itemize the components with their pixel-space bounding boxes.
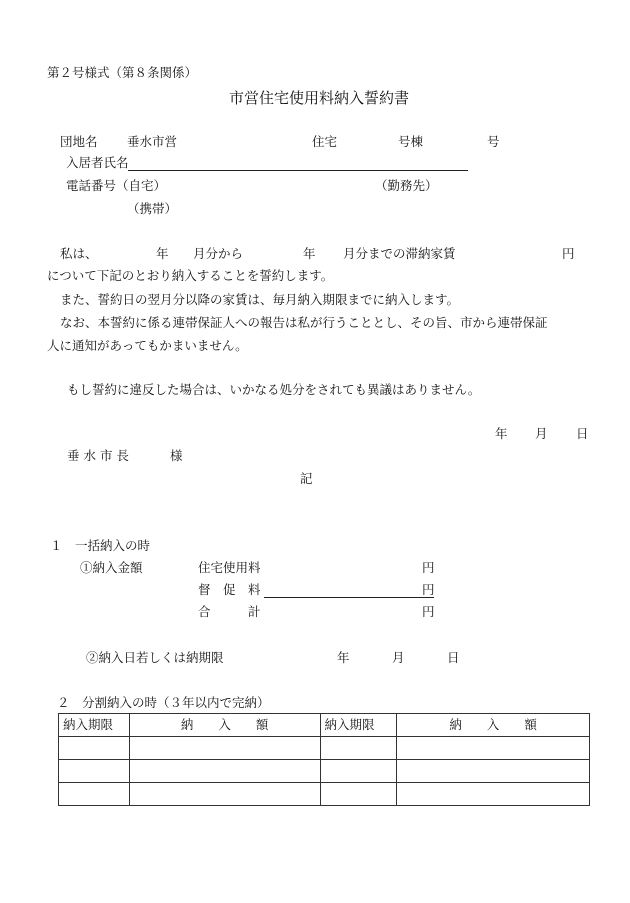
section-2-heading: ２ 分割納入の時（３年以内で完納） [57,695,270,710]
ki-label: 記 [300,471,313,486]
phone-label: 電話番号（自宅） [66,178,167,193]
name-input-line[interactable] [128,170,468,171]
work-phone-label: （勤務先） [375,178,438,193]
column-header-amount-1: 納 入 額 [129,714,320,737]
dunning-fee-input-line[interactable] [264,597,434,598]
installment-table [58,713,590,806]
go-label: 号 [487,134,500,149]
table-cell[interactable] [129,737,320,760]
table-cell[interactable] [129,760,320,783]
pledge-yen: 円 [562,246,575,261]
table-cell[interactable] [397,737,590,760]
pledge-month-to: 月分までの滞納家賃 [343,246,456,261]
pledge-month-from: 月分から [193,246,244,261]
section-1-heading: １ 一括納入の時 [50,538,151,553]
page-title: 市営住宅使用料納入誓約書 [229,89,410,107]
table-cell[interactable] [59,760,130,783]
payment-date-label: ②納入日若しくは納期限 [86,650,224,665]
amount-label: ①納入金額 [80,560,143,575]
dunning-fee-yen: 円 [422,582,435,597]
name-label: 入居者氏名 [66,155,129,170]
pledge-year-2: 年 [303,246,316,261]
date-day: 日 [576,426,589,441]
goto-label: 号棟 [398,134,424,149]
column-header-deadline-2: 納入期限 [320,714,397,737]
rent-label: 住宅使用料 [198,560,261,575]
table-row [59,760,590,783]
table-cell[interactable] [320,737,397,760]
pledge-line-2: について下記のとおり納入することを誓約します。 [47,268,334,283]
pledge-line-5: 人に通知があってもかまいません。 [47,338,248,353]
payment-date-year: 年 [337,650,350,665]
date-year: 年 [495,426,508,441]
payment-date-day: 日 [447,650,460,665]
table-header-row [59,714,590,737]
pledge-prefix: 私は、 [60,246,98,261]
table-cell[interactable] [320,783,397,806]
jutaku-label: 住宅 [312,134,338,149]
table-cell[interactable] [129,783,320,806]
addressee-name: 垂 水 市 長 [67,448,129,463]
pledge-line-3: また、誓約日の翌月分以降の家賃は、毎月納入期限までに納入します。 [60,292,460,307]
pledge-line-4: なお、本誓約に係る連帯保証人への報告は私が行うこととし、その旨、市から連帯保証 [60,315,548,330]
danchi-label: 団地名 [60,134,98,149]
pledge-year-1: 年 [156,246,169,261]
table-cell[interactable] [397,760,590,783]
dunning-fee-label: 督 促 料 [198,582,261,597]
table-cell[interactable] [397,783,590,806]
table-row [59,783,590,806]
payment-date-month: 月 [392,650,405,665]
table-cell[interactable] [320,760,397,783]
rent-yen: 円 [422,560,435,575]
table-cell[interactable] [59,783,130,806]
date-month: 月 [535,426,548,441]
total-label: 合 計 [198,604,261,619]
addressee-honorific: 様 [170,448,183,463]
table-cell[interactable] [59,737,130,760]
total-yen: 円 [422,604,435,619]
column-header-amount-2: 納 入 額 [397,714,590,737]
mobile-phone-label: （携帯） [127,201,178,216]
form-number: 第２号様式（第８条関係） [47,65,198,80]
table-row [59,737,590,760]
danchi-value: 垂水市営 [127,134,178,149]
pledge-line-6: もし誓約に違反した場合は、いかなる処分をされても異議はありません。 [67,382,481,397]
column-header-deadline-1: 納入期限 [59,714,130,737]
